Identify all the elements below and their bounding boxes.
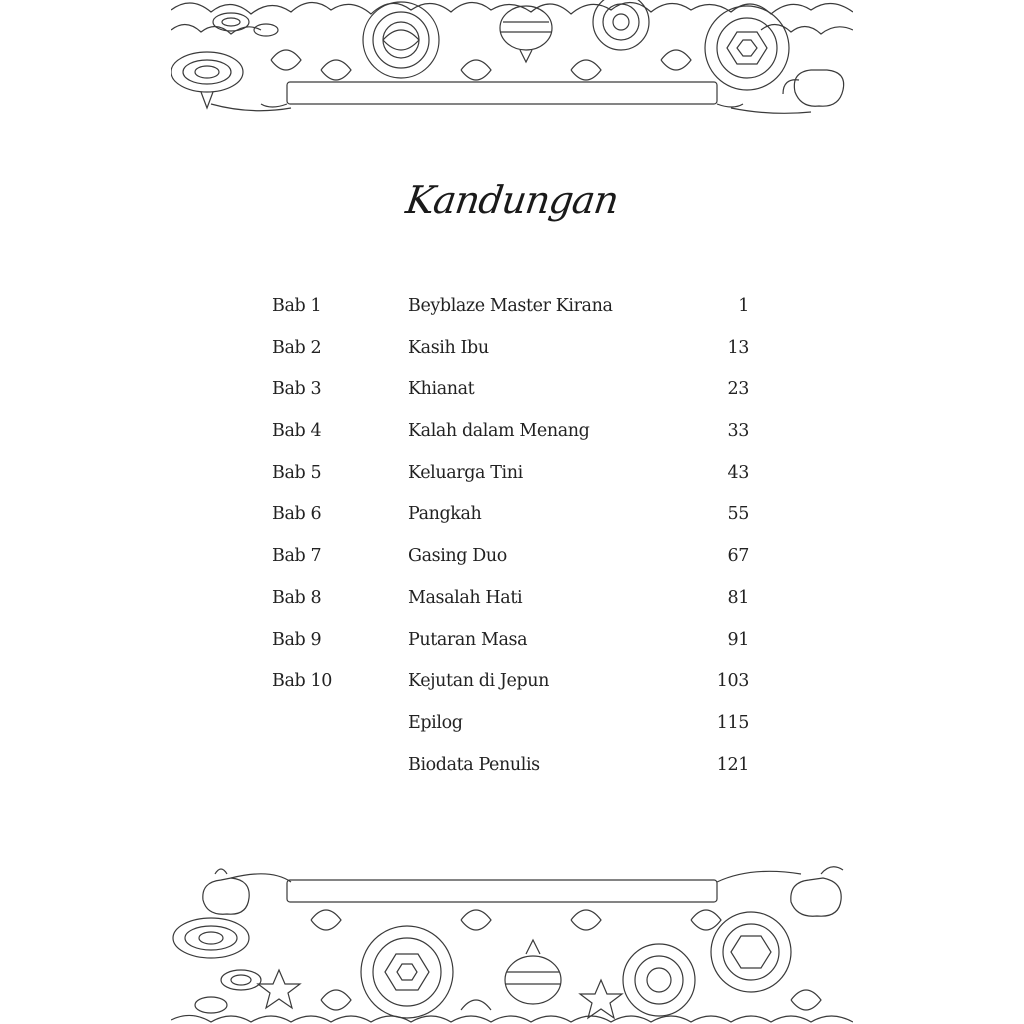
book-page: [171, 0, 853, 1024]
toc-page-number: 115: [716, 712, 749, 733]
toc-page-number: 55: [727, 504, 749, 525]
toc-page-number: 43: [727, 462, 749, 483]
toc-chapter-number: Bab 1: [272, 296, 322, 316]
toc-entry: [171, 661, 853, 703]
toc-chapter-title: Pangkah: [408, 504, 482, 525]
toc-page-number: 13: [727, 337, 749, 358]
toc-chapter-number: Bab 6: [272, 504, 322, 525]
toc-entry: [171, 286, 853, 328]
toc-chapter-title: Kejutan di Jepun: [408, 671, 550, 692]
toc-entry: [171, 703, 853, 745]
toc-entry: [171, 369, 853, 411]
toc-page-number: 121: [716, 754, 749, 775]
page-title: Kandungan: [403, 178, 621, 222]
toc-entry: [171, 620, 853, 662]
toc-chapter-number: Bab 10: [272, 671, 332, 692]
toc-chapter-title: Masalah Hati: [408, 587, 523, 608]
toc-entry: [171, 453, 853, 495]
toc-page-number: 33: [727, 421, 749, 442]
toc-chapter-title: Khianat: [408, 379, 475, 400]
toc-chapter-title: Kasih Ibu: [408, 337, 489, 358]
toc-chapter-title: Beyblaze Master Kirana: [408, 296, 613, 316]
toc-chapter-number: Bab 9: [272, 629, 322, 650]
table-of-contents: [171, 286, 853, 786]
toc-chapter-number: Bab 7: [272, 546, 322, 567]
toc-page-number: 81: [727, 587, 749, 608]
toc-chapter-title: Gasing Duo: [408, 546, 507, 567]
toc-page-number: 91: [727, 629, 749, 650]
toc-chapter-title: Biodata Penulis: [408, 754, 540, 775]
toc-chapter-number: Bab 5: [272, 462, 322, 483]
toc-page-number: 103: [716, 671, 749, 692]
bottom-decorative-border-icon: [171, 860, 853, 1024]
toc-page-number: 67: [727, 546, 749, 567]
toc-chapter-title: Putaran Masa: [408, 629, 528, 650]
toc-chapter-title: Kalah dalam Menang: [408, 421, 590, 442]
toc-chapter-number: Bab 8: [272, 587, 322, 608]
toc-entry: [171, 578, 853, 620]
toc-chapter-title: Keluarga Tini: [408, 462, 523, 483]
toc-entry: [171, 411, 853, 453]
toc-chapter-number: Bab 3: [272, 379, 322, 400]
toc-chapter-number: Bab 4: [272, 421, 322, 442]
toc-entry: [171, 745, 853, 787]
toc-page-number: 1: [738, 296, 749, 316]
top-decorative-border-icon: [171, 0, 853, 125]
toc-page-number: 23: [727, 379, 749, 400]
toc-chapter-title: Epilog: [408, 712, 463, 733]
toc-entry: [171, 536, 853, 578]
toc-entry: [171, 328, 853, 370]
toc-chapter-number: Bab 2: [272, 337, 322, 358]
toc-entry: [171, 494, 853, 536]
